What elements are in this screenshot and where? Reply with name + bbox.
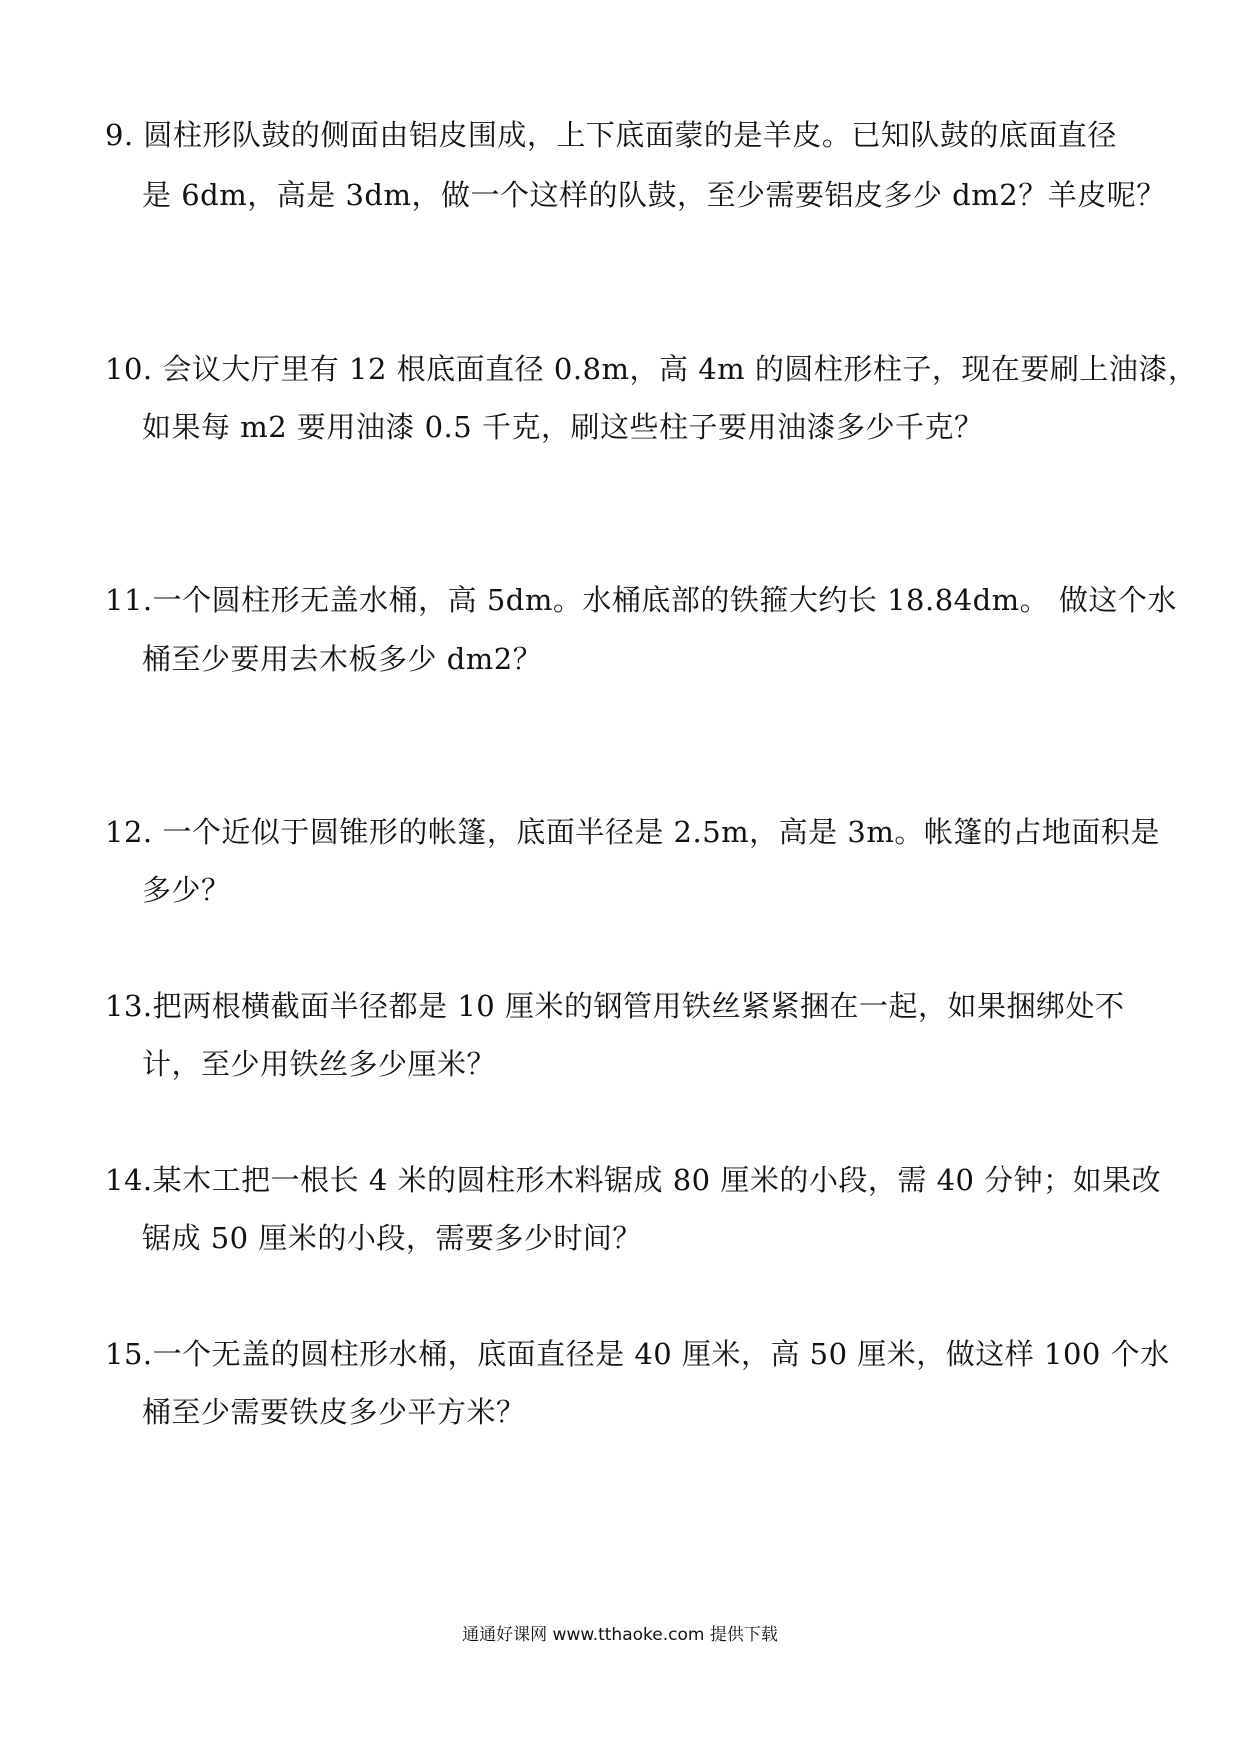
question-9-line-2: 是 6dm，高是 3dm，做一个这样的队鼓，至少需要铝皮多少 dm2？羊皮呢？ bbox=[142, 178, 1166, 212]
question-10-line-2: 如果每 m2 要用油漆 0.5 千克，刷这些柱子要用油漆多少千克？ bbox=[142, 410, 984, 444]
question-10-line-1: 10. 会议大厅里有 12 根底面直径 0.8m，高 4m 的圆柱形柱子，现在要刷上油漆， bbox=[105, 352, 1198, 386]
question-12-line-1: 12. 一个近似于圆锥形的帐篷，底面半径是 2.5m，高是 3m。帐篷的占地面积是 bbox=[105, 815, 1160, 849]
question-15-line-1: 15.一个无盖的圆柱形水桶，底面直径是 40 厘米，高 50 厘米，做这样 100 个水 bbox=[105, 1337, 1170, 1371]
question-11-line-1: 11.一个圆柱形无盖水桶，高 5dm。水桶底部的铁箍大约长 18.84dm。 做这个水 bbox=[105, 583, 1177, 617]
footer-credit: 通通好课网 www.tthaoke.com 提供下载 bbox=[462, 1625, 778, 1645]
question-9-line-1: 9. 圆柱形队鼓的侧面由铝皮围成，上下底面蒙的是羊皮。已知队鼓的底面直径 bbox=[105, 118, 1117, 152]
question-14-line-1: 14.某木工把一根长 4 米的圆柱形木料锯成 80 厘米的小段，需 40 分钟；如果改 bbox=[105, 1163, 1162, 1197]
question-13-line-2: 计，至少用铁丝多少厘米？ bbox=[142, 1047, 497, 1081]
question-13-line-1: 13.把两根横截面半径都是 10 厘米的钢管用铁丝紧紧捆在一起，如果捆绑处不 bbox=[105, 989, 1125, 1023]
question-15-line-2: 桶至少需要铁皮多少平方米？ bbox=[142, 1395, 526, 1429]
question-14-line-2: 锯成 50 厘米的小段，需要多少时间？ bbox=[142, 1221, 642, 1255]
question-12-line-2: 多少？ bbox=[142, 873, 231, 907]
question-11-line-2: 桶至少要用去木板多少 dm2？ bbox=[142, 642, 543, 676]
